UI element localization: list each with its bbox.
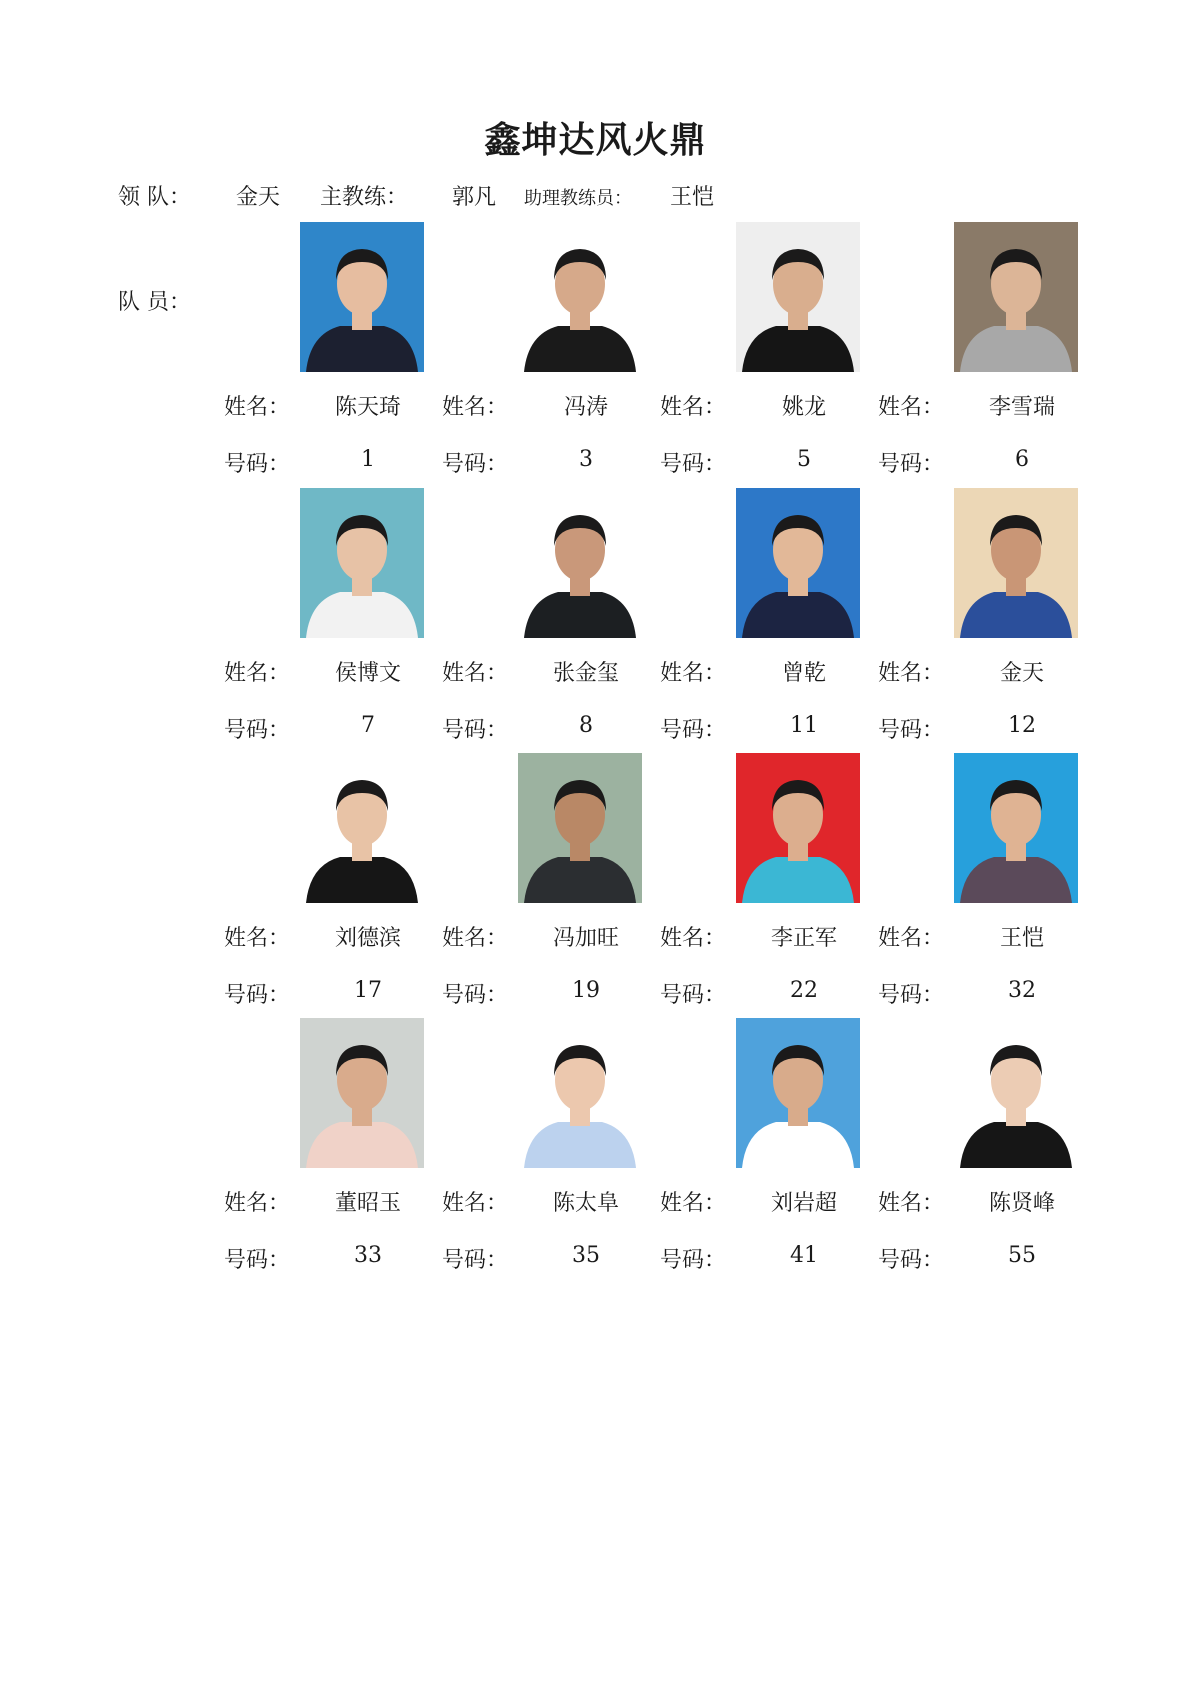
player-name-label: 姓名： bbox=[224, 1191, 291, 1216]
player-photo bbox=[954, 1018, 1078, 1168]
player-name: 王恺 bbox=[999, 926, 1044, 951]
player-name: 陈贤峰 bbox=[988, 1191, 1055, 1216]
player-number-label: 号码： bbox=[442, 983, 509, 1008]
player-name-label: 姓名： bbox=[660, 661, 727, 686]
player-number: 7 bbox=[361, 713, 375, 738]
player-name-label: 姓名： bbox=[442, 661, 509, 686]
player-name-label: 姓名： bbox=[224, 926, 291, 951]
player-name-label: 姓名： bbox=[878, 926, 945, 951]
player-number: 55 bbox=[1008, 1243, 1036, 1268]
player-photo bbox=[518, 753, 642, 903]
player-name: 陈天琦 bbox=[334, 395, 401, 420]
player-number-label: 号码： bbox=[878, 1248, 945, 1273]
player-photo bbox=[954, 222, 1078, 372]
player-name-label: 姓名： bbox=[224, 395, 291, 420]
player-name-label: 姓名： bbox=[442, 1191, 509, 1216]
player-number-label: 号码： bbox=[660, 983, 727, 1008]
player-number-label: 号码： bbox=[442, 452, 509, 477]
player-number: 3 bbox=[579, 447, 593, 472]
player-number-label: 号码： bbox=[878, 983, 945, 1008]
player-name: 李雪瑞 bbox=[988, 395, 1055, 420]
player-number-label: 号码： bbox=[660, 452, 727, 477]
player-name: 刘德滨 bbox=[334, 926, 401, 951]
player-name: 张金玺 bbox=[552, 661, 619, 686]
player-name: 董昭玉 bbox=[334, 1191, 401, 1216]
player-name: 冯加旺 bbox=[552, 926, 619, 951]
player-name: 陈太阜 bbox=[552, 1191, 619, 1216]
player-number-label: 号码： bbox=[442, 718, 509, 743]
leader-name: 金天 bbox=[236, 185, 281, 210]
player-name: 曾乾 bbox=[781, 661, 826, 686]
coach-label: 主教练： bbox=[320, 185, 409, 210]
player-number-label: 号码： bbox=[224, 718, 291, 743]
player-number: 17 bbox=[354, 978, 382, 1003]
player-photo bbox=[736, 753, 860, 903]
player-name-label: 姓名： bbox=[878, 661, 945, 686]
team-title: 鑫坤达风火鼎 bbox=[484, 119, 707, 161]
player-name-label: 姓名： bbox=[878, 1191, 945, 1216]
player-number: 33 bbox=[354, 1243, 382, 1268]
player-number: 22 bbox=[790, 978, 818, 1003]
player-name: 侯博文 bbox=[334, 661, 401, 686]
player-photo bbox=[954, 753, 1078, 903]
player-photo bbox=[518, 222, 642, 372]
player-photo bbox=[736, 488, 860, 638]
assistant-coach-name: 王恺 bbox=[670, 185, 715, 210]
player-name: 刘岩超 bbox=[770, 1191, 837, 1216]
player-number-label: 号码： bbox=[660, 1248, 727, 1273]
player-number: 19 bbox=[572, 978, 600, 1003]
team-members-label: 队 员： bbox=[118, 290, 191, 315]
player-name: 冯涛 bbox=[563, 395, 608, 420]
player-name: 姚龙 bbox=[781, 395, 826, 420]
player-number-label: 号码： bbox=[224, 1248, 291, 1273]
player-photo bbox=[736, 222, 860, 372]
player-number: 6 bbox=[1015, 447, 1029, 472]
assistant-coach-label: 助理教练员： bbox=[524, 188, 632, 209]
player-name-label: 姓名： bbox=[442, 926, 509, 951]
player-number: 1 bbox=[361, 447, 375, 472]
player-name-label: 姓名： bbox=[660, 1191, 727, 1216]
player-photo bbox=[954, 488, 1078, 638]
player-name: 金天 bbox=[999, 661, 1044, 686]
coach-name: 郭凡 bbox=[452, 185, 497, 210]
player-number-label: 号码： bbox=[660, 718, 727, 743]
player-photo bbox=[518, 488, 642, 638]
player-number: 32 bbox=[1008, 978, 1036, 1003]
player-number-label: 号码： bbox=[442, 1248, 509, 1273]
leader-label: 领 队： bbox=[118, 185, 191, 210]
player-name-label: 姓名： bbox=[660, 395, 727, 420]
player-name-label: 姓名： bbox=[224, 661, 291, 686]
player-photo bbox=[300, 488, 424, 638]
player-number-label: 号码： bbox=[878, 452, 945, 477]
player-number: 12 bbox=[1008, 713, 1036, 738]
player-name: 李正军 bbox=[770, 926, 837, 951]
player-photo bbox=[300, 753, 424, 903]
player-number: 8 bbox=[579, 713, 593, 738]
player-number-label: 号码： bbox=[224, 452, 291, 477]
player-number: 41 bbox=[790, 1243, 818, 1268]
player-number: 11 bbox=[790, 713, 818, 738]
player-number-label: 号码： bbox=[878, 718, 945, 743]
player-photo bbox=[300, 1018, 424, 1168]
player-name-label: 姓名： bbox=[660, 926, 727, 951]
player-number: 35 bbox=[572, 1243, 600, 1268]
player-photo bbox=[736, 1018, 860, 1168]
player-number-label: 号码： bbox=[224, 983, 291, 1008]
player-photo bbox=[300, 222, 424, 372]
player-name-label: 姓名： bbox=[442, 395, 509, 420]
player-number: 5 bbox=[797, 447, 811, 472]
player-photo bbox=[518, 1018, 642, 1168]
player-name-label: 姓名： bbox=[878, 395, 945, 420]
